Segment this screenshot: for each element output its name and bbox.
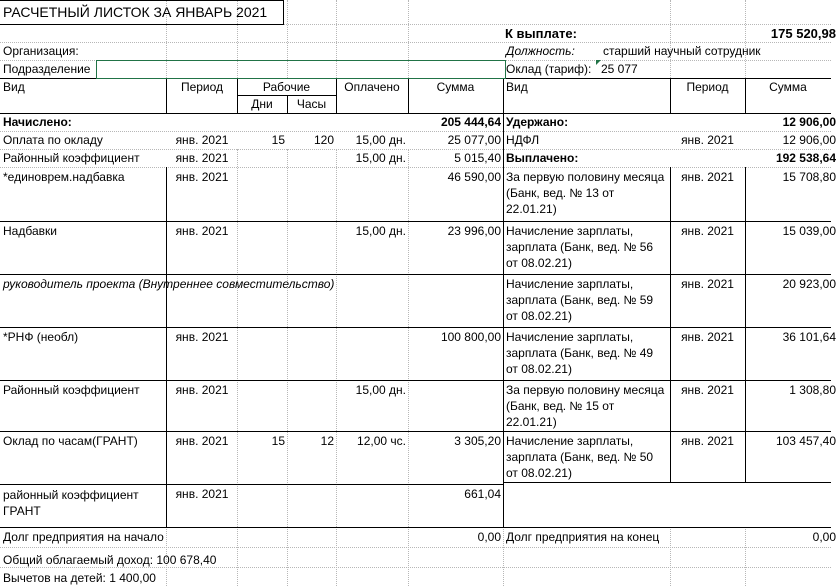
col-sum: Сумма — [436, 80, 475, 94]
accrual-sum: 661,04 — [464, 487, 501, 501]
position-label: Должность: — [506, 44, 575, 58]
accrual-vid: Оплата по окладу — [3, 133, 103, 147]
accrual-period: янв. 2021 — [175, 170, 229, 184]
accrual-days: 15 — [271, 434, 285, 448]
accrual-sum: 25 077,00 — [447, 133, 501, 147]
deduction-period: янв. 2021 — [681, 224, 734, 238]
accrual-vid: Районный коэффициент — [3, 383, 140, 397]
col-ded-sum: Сумма — [769, 80, 807, 94]
ndfl-period: янв. 2021 — [681, 133, 734, 147]
withheld-label: Удержано: — [506, 115, 569, 129]
deduction-sum: 15 708,80 — [782, 170, 836, 184]
accrual-sum: 5 015,40 — [454, 151, 501, 165]
accrual-paid: 15,00 дн. — [355, 133, 406, 147]
accrual-period: янв. 2021 — [175, 434, 229, 448]
accrual-paid: 15,00 дн. — [355, 151, 406, 165]
accrual-period: янв. 2021 — [175, 224, 229, 238]
accrual-vid: Надбавки — [3, 224, 57, 238]
paid-value: 192 538,64 — [775, 151, 836, 165]
salary-label: Оклад (тариф): — [506, 62, 592, 76]
deduction-vid: Начисление зарплаты, зарплата (Банк, вед. № 50 от 08.02.21) — [506, 434, 654, 480]
deduction-vid: Начисление зарплаты, зарплата (Банк, вед. № 59 от 08.02.21) — [506, 277, 654, 323]
payout-value: 175 520,98 — [770, 26, 836, 41]
accrual-hours: 12 — [320, 434, 334, 448]
paid-label: Выплачено: — [506, 151, 579, 165]
taxable-income: Общий облагаемый доход: 100 678,40 — [3, 553, 217, 567]
accrual-vid: *РНФ (необл) — [3, 330, 79, 344]
accrued-total-value: 205 444,64 — [440, 115, 501, 129]
accrual-paid: 15,00 дн. — [355, 383, 406, 397]
accrual-sum: 23 996,00 — [447, 224, 501, 238]
accrual-sum: 3 305,20 — [454, 434, 501, 448]
deduction-sum: 103 457,40 — [775, 434, 836, 448]
accrual-days: 15 — [271, 133, 285, 147]
deduction-sum: 15 039,00 — [782, 224, 836, 238]
debt-end-value: 0,00 — [812, 530, 836, 544]
accrual-paid: 15,00 дн. — [355, 224, 406, 238]
deduction-vid: Начисление зарплаты, зарплата (Банк, вед. № 49 от 08.02.21) — [506, 330, 654, 376]
selected-cell[interactable] — [96, 60, 506, 79]
deduction-sum: 20 923,00 — [782, 277, 836, 291]
deduction-period: янв. 2021 — [681, 330, 734, 344]
salary-value: 25 077 — [601, 62, 638, 76]
deduction-vid: За первую половину месяца (Банк, вед. № 13 от 22.01.21) — [506, 170, 665, 216]
col-paid: Оплачено — [344, 80, 400, 94]
debt-start-label: Долг предприятия на начало — [3, 530, 164, 544]
accrual-section-title: руководитель проекта (Внутреннее совместительство) — [3, 277, 335, 291]
deduction-sum: 36 101,64 — [782, 330, 836, 344]
dept-label: Подразделение — [3, 62, 91, 76]
child-deductions: Вычетов на детей: 1 400,00 — [3, 571, 156, 585]
deduction-sum: 1 308,80 — [789, 383, 836, 397]
page-title: РАСЧЕТНЫЙ ЛИСТОК ЗА ЯНВАРЬ 2021 — [3, 4, 268, 20]
accrual-period: янв. 2021 — [175, 330, 229, 344]
col-vid: Вид — [3, 80, 25, 94]
ndfl-label: НДФЛ — [506, 133, 540, 147]
ndfl-sum: 12 906,00 — [782, 133, 836, 147]
accrual-hours: 120 — [313, 133, 334, 147]
accrual-period: янв. 2021 — [175, 383, 229, 397]
col-ded-vid: Вид — [506, 80, 528, 94]
accrual-vid: районный коэффициент ГРАНТ — [3, 488, 139, 518]
accrual-period: янв. 2021 — [175, 151, 229, 165]
col-period: Период — [180, 80, 224, 94]
accrual-vid: Районный коэффициент — [3, 151, 140, 165]
col-workdays: Рабочие — [262, 80, 311, 94]
accrued-total-label: Начислено: — [3, 115, 72, 129]
payout-label: К выплате: — [505, 26, 577, 41]
deduction-vid: За первую половину месяца (Банк, вед. № 15 от 22.01.21) — [506, 383, 665, 429]
deduction-period: янв. 2021 — [681, 277, 734, 291]
withheld-value: 12 906,00 — [782, 115, 836, 129]
deduction-period: янв. 2021 — [681, 383, 734, 397]
col-days: Дни — [251, 97, 273, 111]
org-label: Организация: — [3, 44, 79, 58]
debt-start-value: 0,00 — [477, 530, 501, 544]
col-hours: Часы — [296, 97, 327, 111]
accrual-paid: 12,00 чс. — [357, 434, 406, 448]
accrual-vid: *единоврем.надбавка — [3, 170, 125, 184]
position-value: старший научный сотрудник — [603, 44, 761, 58]
accrual-period: янв. 2021 — [175, 487, 229, 501]
debt-end-label: Долг предприятия на конец — [506, 530, 660, 544]
accrual-period: янв. 2021 — [175, 133, 229, 147]
deduction-period: янв. 2021 — [681, 434, 734, 448]
col-ded-period: Период — [686, 80, 729, 94]
accrual-vid: Оклад по часам(ГРАНТ) — [3, 434, 138, 448]
accrual-sum: 46 590,00 — [447, 170, 501, 184]
deduction-period: янв. 2021 — [681, 170, 734, 184]
deduction-vid: Начисление зарплаты, зарплата (Банк, вед. № 56 от 08.02.21) — [506, 224, 654, 270]
accrual-sum: 100 800,00 — [440, 330, 501, 344]
